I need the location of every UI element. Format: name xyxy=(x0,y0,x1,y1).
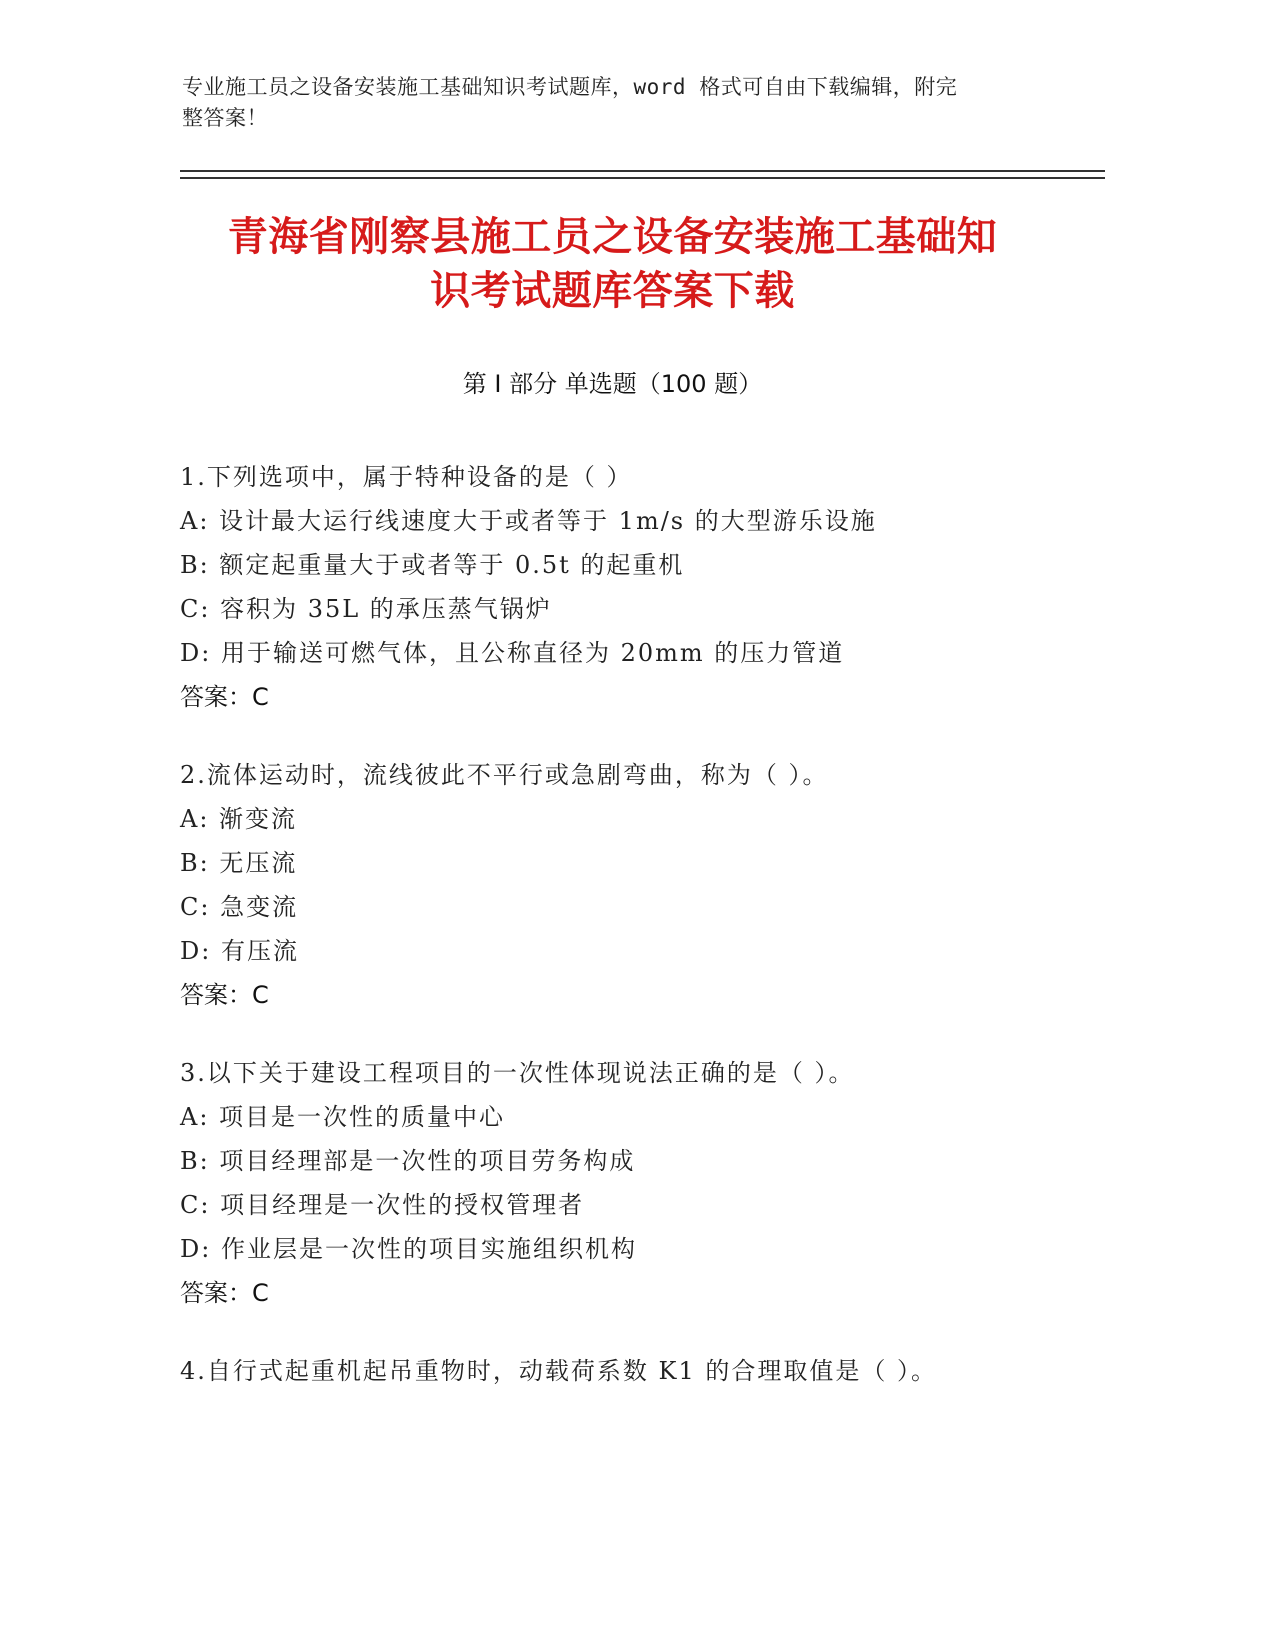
header-note xyxy=(182,72,1042,134)
question-stem: 3.以下关于建设工程项目的一次性体现说法正确的是（ ）。 xyxy=(180,1059,855,1087)
option-d: D: 作业层是一次性的项目实施组织机构 xyxy=(180,1235,637,1263)
question-2 xyxy=(180,753,1080,1017)
option-d: D: 用于输送可燃气体，且公称直径为 20mm 的压力管道 xyxy=(180,639,845,667)
document-title-line-2: 识考试题库答案下载 xyxy=(430,268,795,314)
question-stem: 1.下列选项中，属于特种设备的是（ ） xyxy=(180,463,633,491)
header-divider-bottom xyxy=(180,177,1105,179)
question-3 xyxy=(180,1051,1080,1315)
option-a: A: 项目是一次性的质量中心 xyxy=(180,1103,506,1131)
option-c: C: 急变流 xyxy=(180,893,299,921)
option-a: A: 设计最大运行线速度大于或者等于 1m/s 的大型游乐设施 xyxy=(180,507,877,535)
answer: 答案：C xyxy=(180,1279,269,1307)
header-divider-top xyxy=(180,170,1105,172)
question-list xyxy=(180,455,1080,1427)
section-heading: 第 I 部分 单选题（100 题） xyxy=(462,370,763,398)
option-b: B: 无压流 xyxy=(180,849,298,877)
answer: 答案：C xyxy=(180,981,269,1009)
option-a: A: 渐变流 xyxy=(180,805,298,833)
answer: 答案：C xyxy=(180,683,269,711)
question-stem: 4.自行式起重机起吊重物时，动载荷系数 K1 的合理取值是（ ）。 xyxy=(180,1357,937,1385)
option-b: B: 额定起重量大于或者等于 0.5t 的起重机 xyxy=(180,551,685,579)
document-title xyxy=(160,210,1065,318)
question-1 xyxy=(180,455,1080,719)
question-4 xyxy=(180,1349,1080,1393)
header-note-line-1: 专业施工员之设备安装施工基础知识考试题库，word 格式可自由下载编辑，附完 xyxy=(182,75,958,99)
option-d: D: 有压流 xyxy=(180,937,299,965)
option-c: C: 项目经理是一次性的授权管理者 xyxy=(180,1191,585,1219)
document-title-line-1: 青海省刚察县施工员之设备安装施工基础知 xyxy=(227,214,998,260)
header-note-line-2: 整答案！ xyxy=(182,106,268,130)
option-c: C: 容积为 35L 的承压蒸气锅炉 xyxy=(180,595,552,623)
question-stem: 2.流体运动时，流线彼此不平行或急剧弯曲，称为（ ）。 xyxy=(180,761,829,789)
option-b: B: 项目经理部是一次性的项目劳务构成 xyxy=(180,1147,636,1175)
